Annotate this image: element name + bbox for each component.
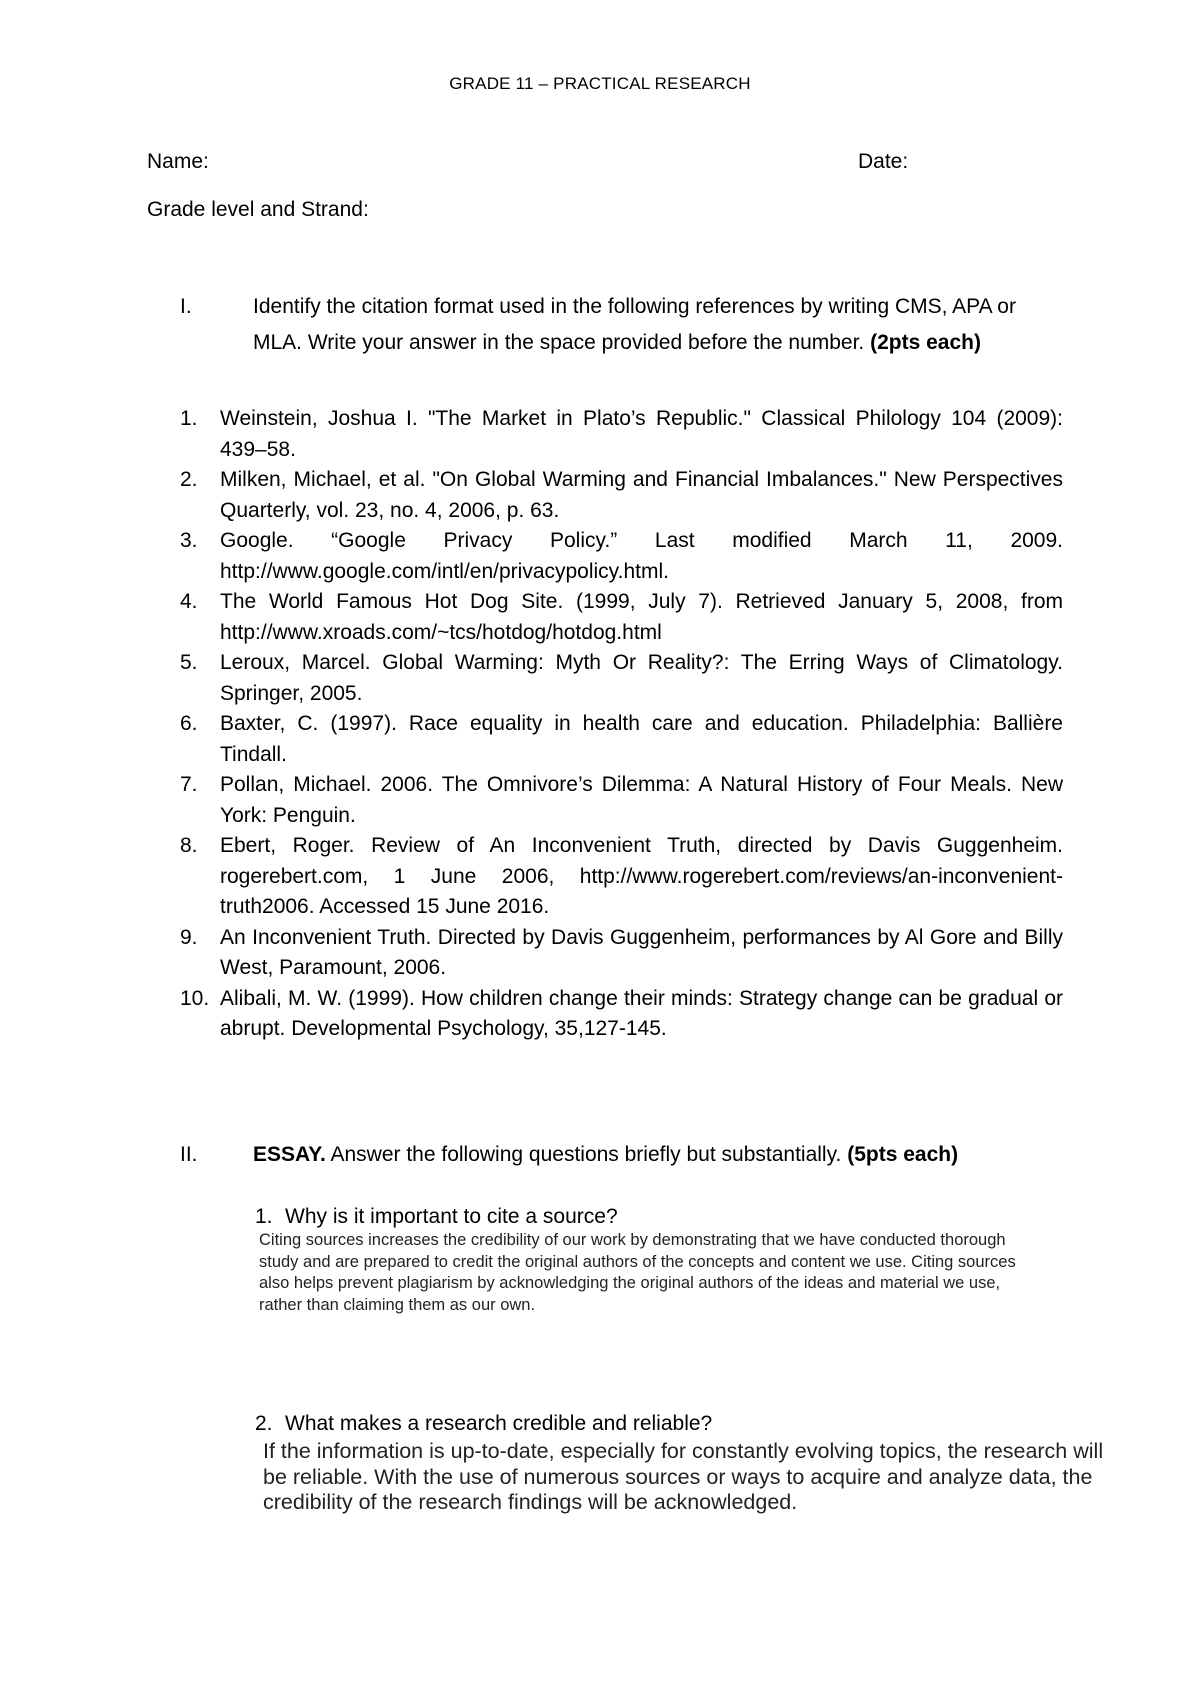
reference-text: Leroux, Marcel. Global Warming: Myth Or Reality?: The Erring Ways of Climatology. Springer, 2005. [220,651,1063,705]
list-item [180,648,1063,709]
reference-text: Weinstein, Joshua I. "The Market in Plato’s Republic." Classical Philology 104 (2009): 439–58. [220,407,1063,461]
reference-text: The World Famous Hot Dog Site. (1999, July 7). Retrieved January 5, 2008, from http://www.xroads.com/~tcs/hotdog/hotdog.html [220,590,1063,644]
question-text: Why is it important to cite a source? [285,1205,618,1228]
question-number: 2. [255,1412,273,1435]
list-item-number: 10. [180,986,210,1010]
list-item [180,770,1063,831]
essay-answer-1: Citing sources increases the credibility of our work by demonstrating that we have conducted thorough study and are prepared to credit the original authors of the concepts and content we use. Citing sources also helps prevent plagiarism by acknowledging the original authors of the ideas and material we use, rather than claiming them as our own. [259,1231,1016,1314]
section-1-numeral: I. [180,295,192,318]
list-item [180,465,1063,526]
list-item-number: 9. [180,925,198,949]
list-item-number: 2. [180,468,198,491]
reference-text: Alibali, M. W. (1999). How children change their minds: Strategy change can be gradual or abrupt. Developmental Psychology, 35,127-145. [220,986,1063,1040]
list-item-number: 3. [180,529,198,552]
grade-strand-label: Grade level and Strand: [147,198,369,221]
list-item-number: 4. [180,590,198,613]
question-text: What makes a research credible and reliable? [285,1412,713,1435]
page-title: GRADE 11 – PRACTICAL RESEARCH [449,74,751,93]
reference-text: Baxter, C. (1997). Race equality in health care and education. Philadelphia: Ballière Tindall. [220,712,1063,766]
section-2-points: (5pts each) [847,1143,959,1166]
list-item [180,526,1063,587]
list-item [180,709,1063,770]
list-item [180,923,1063,984]
reference-text: Google. “Google Privacy Policy.” Last modified March 11, 2009. http://www.google.com/intl/en/privacypolicy.html. [220,529,1063,583]
name-label: Name: [147,150,209,173]
reference-text: An Inconvenient Truth. Directed by Davis Guggenheim, performances by Al Gore and Billy West, Paramount, 2006. [220,925,1063,979]
list-item-number: 5. [180,651,198,674]
list-item [180,831,1063,923]
essay-question-2 [255,1412,712,1436]
section-1-points: (2pts each) [870,331,981,354]
list-item-number: 6. [180,712,198,735]
section-1-instruction-text: Identify the citation format used in the following references by writing CMS, APA or MLA. Write your answer in the space provided before the number. [253,295,1016,354]
question-number: 1. [255,1205,273,1228]
section-2-numeral: II. [180,1143,198,1166]
list-item-number: 8. [180,834,198,857]
reference-text: Milken, Michael, et al. "On Global Warming and Financial Imbalances." New Perspectives Quarterly, vol. 23, no. 4, 2006, p. 63. [220,468,1063,522]
essay-question-1 [255,1205,618,1229]
essay-answer-2: If the information is up-to-date, especially for constantly evolving topics, the research will be reliable. With the use of numerous sources or ways to acquire and analyze data, the credibility of the research findings will be acknowledged. [263,1439,1104,1514]
list-item [180,404,1063,465]
list-item [180,587,1063,648]
section-2-heading: ESSAY. [253,1143,326,1166]
section-1-instruction [253,289,1063,361]
list-item-number: 7. [180,773,198,796]
list-item-number: 1. [180,407,198,430]
reference-list [180,404,1063,1045]
reference-text: Ebert, Roger. Review of An Inconvenient Truth, directed by Davis Guggenheim. rogerebert.com, 1 June 2006, http://www.rogerebert.com/reviews/an-inconvenient-truth2006. Accessed 15 June 2016. [220,834,1063,918]
reference-text: Pollan, Michael. 2006. The Omnivore’s Dilemma: A Natural History of Four Meals. New York: Penguin. [220,773,1063,827]
section-2-instruction-text: Answer the following questions briefly but substantially. [330,1143,842,1166]
list-item [180,984,1063,1045]
date-label: Date: [858,150,909,173]
section-2-instruction [253,1137,1063,1173]
